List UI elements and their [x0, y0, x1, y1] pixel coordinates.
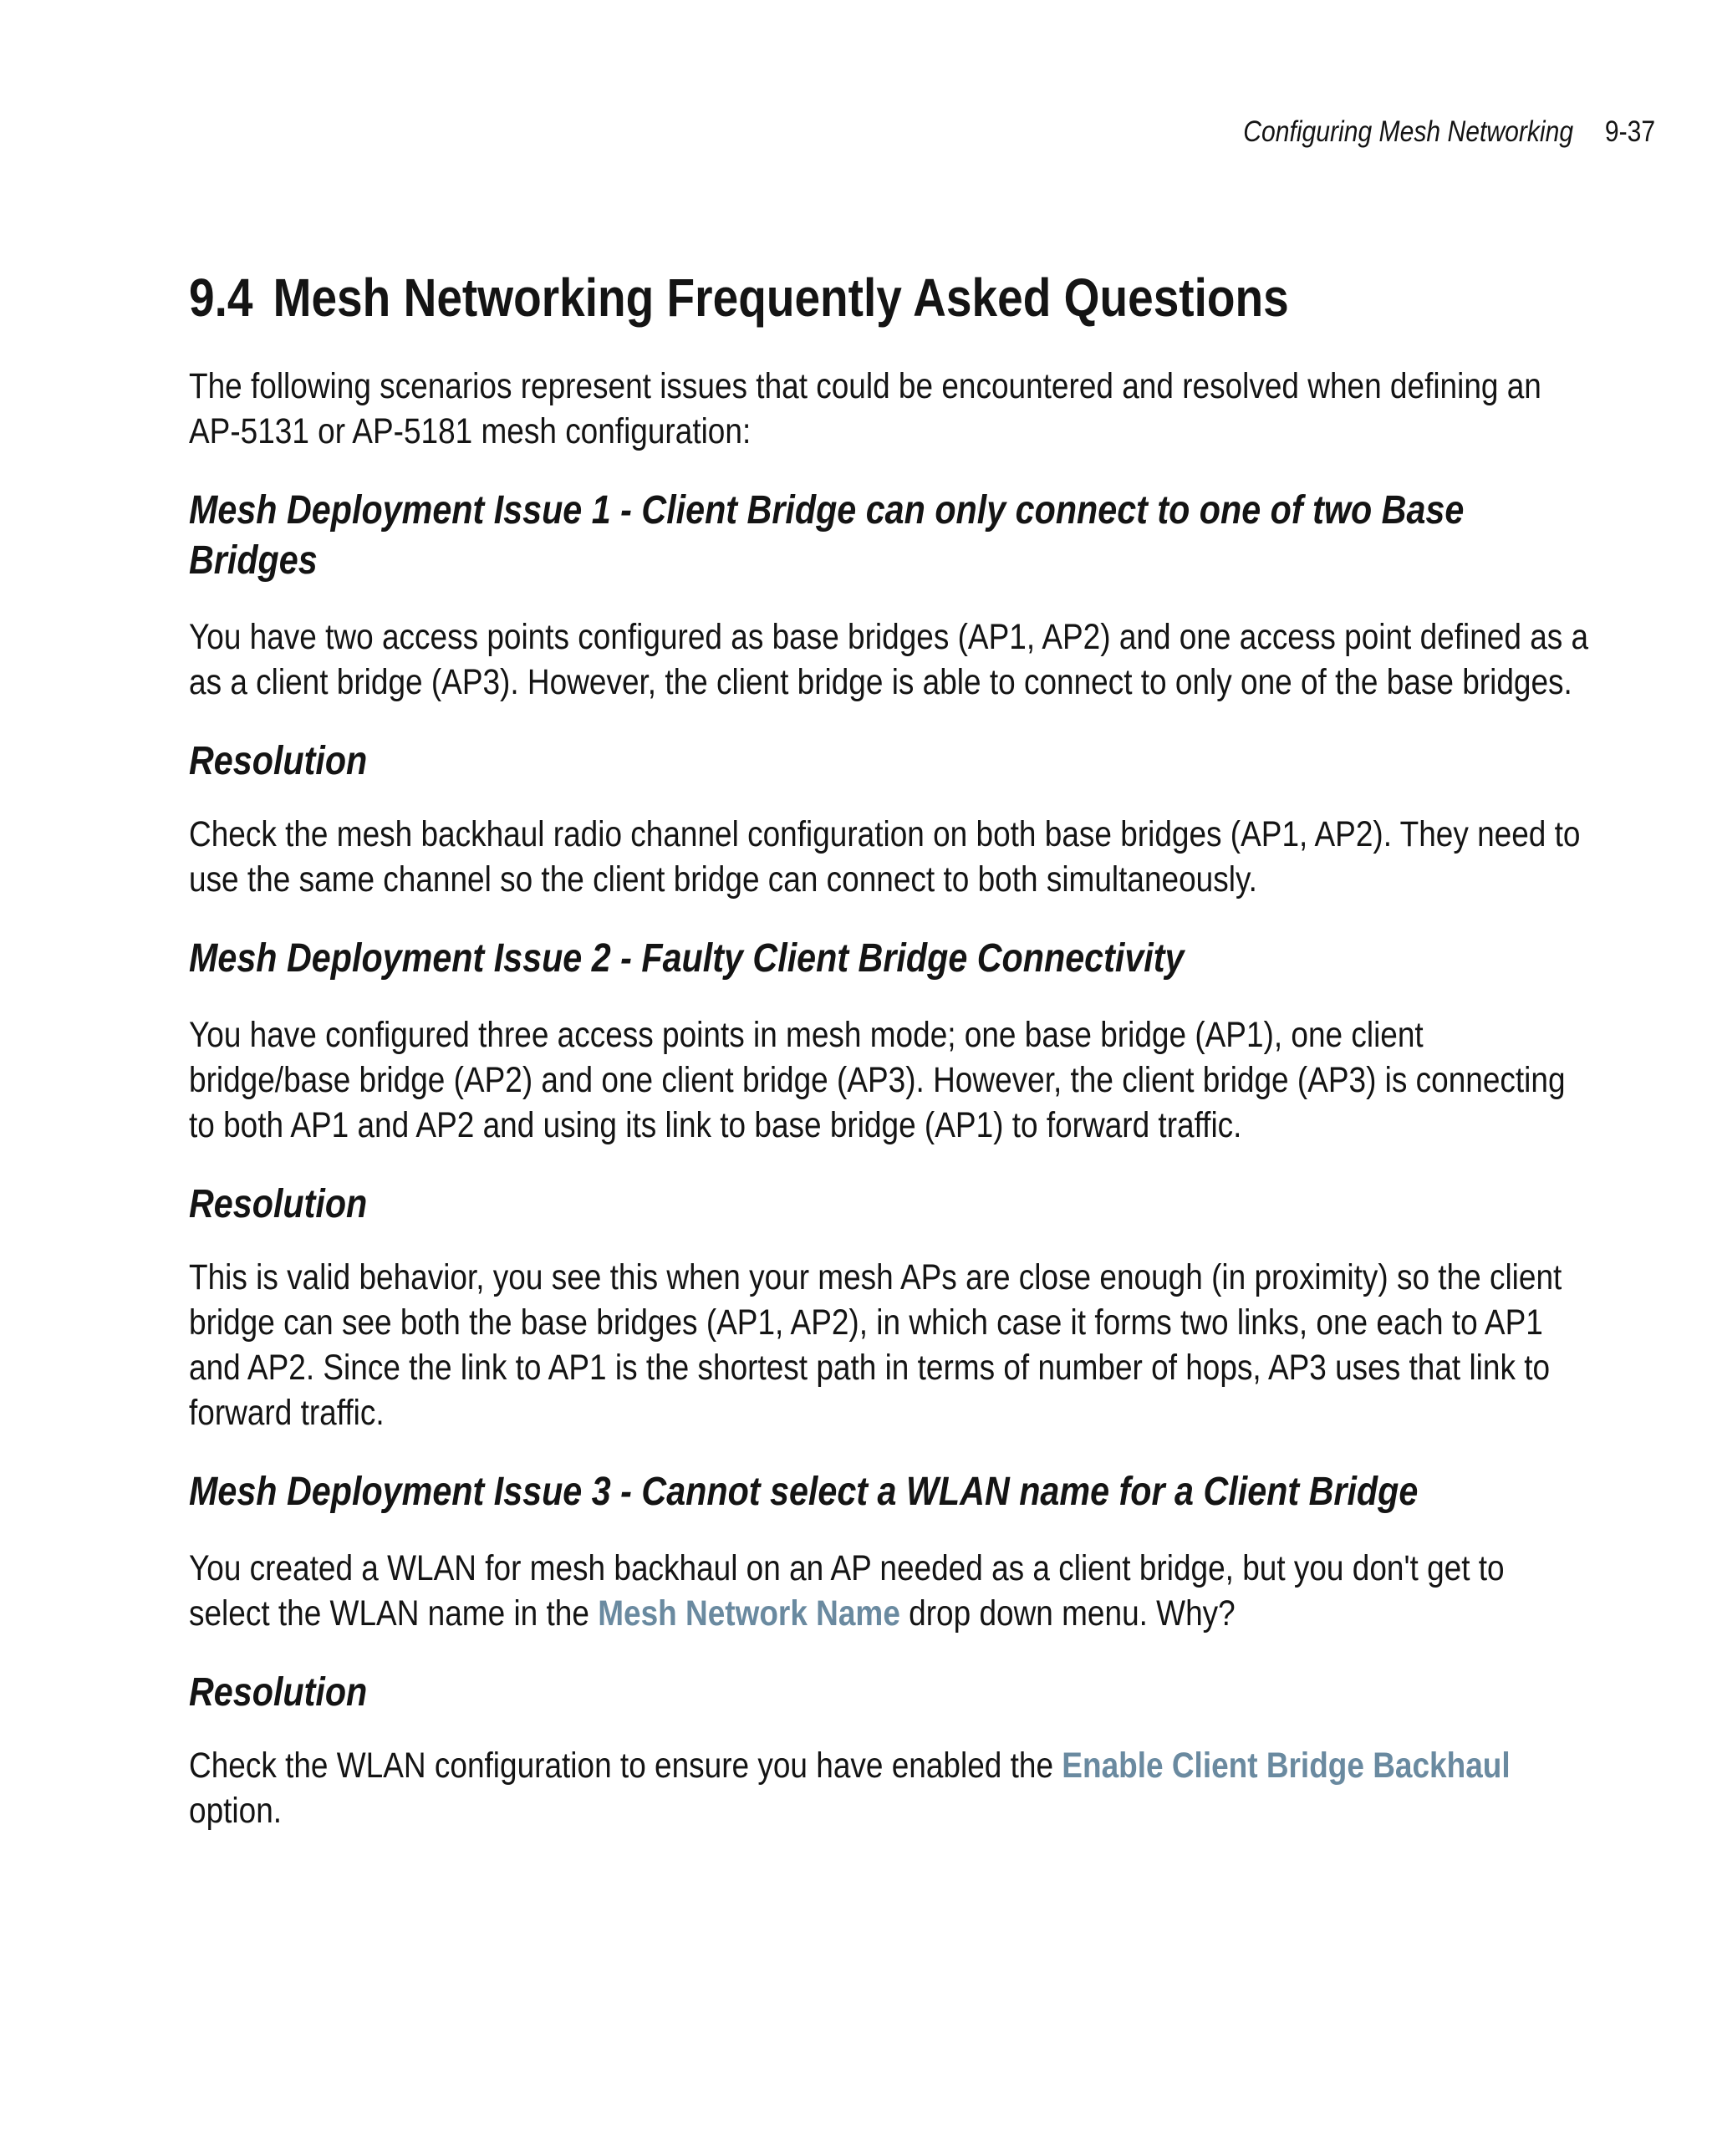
issue-description: You have configured three access points in mesh mode; one base bridge (AP1), one client bridge/base bridge (AP2) and one client bridge (AP3). However, the client bridge (AP3) is connecting to both AP1 and AP2 and using its link to base bridge (AP1) to forward traffic.: [189, 1014, 1566, 1145]
resolution-heading: Resolution: [189, 738, 368, 783]
chapter-title: Configuring Mesh Networking: [1243, 115, 1573, 148]
page-number: 9-37: [1604, 115, 1655, 148]
running-header: [1243, 115, 1655, 149]
section-title-wrap: [189, 266, 1593, 330]
section-title: [189, 266, 1593, 330]
resolution-heading: Resolution: [189, 1669, 368, 1715]
resolution-text-part: Check the WLAN configuration to ensure you have enabled the: [189, 1745, 1062, 1786]
page-content: [189, 266, 1593, 1865]
issue-description: [189, 1546, 1593, 1636]
issue-2: [189, 934, 1593, 1435]
description-text: drop down menu. Why?: [899, 1593, 1236, 1634]
intro-wrap: [189, 364, 1593, 454]
resolution-heading: Resolution: [189, 1181, 368, 1226]
issue-heading: Mesh Deployment Issue 3 - Cannot select a WLAN name for a Client Bridge: [189, 1469, 1419, 1514]
issue-1: [189, 486, 1593, 902]
section-title-text: Mesh Networking Frequently Asked Questions: [273, 268, 1289, 328]
issue-heading: Mesh Deployment Issue 2 - Faulty Client Bridge Connectivity: [189, 935, 1185, 981]
issue-heading: Mesh Deployment Issue 1 - Client Bridge can only connect to one of two Base Bridges: [189, 487, 1465, 583]
intro-paragraph: The following scenarios represent issues that could be encountered and resolved when defining an AP-5131 or AP-5181 mesh configuration:: [189, 365, 1541, 451]
section-number: 9.4: [189, 268, 253, 328]
resolution-text-part: option.: [189, 1790, 283, 1831]
resolution-text: This is valid behavior, you see this when your mesh APs are close enough (in proximity) so the client bridge can see both the base bridges (AP1, AP2), in which case it forms two links, one each to AP1 and AP2. Since the link to AP1 is the shortest path in terms of number of hops, AP3 uses that link to forward traffic.: [189, 1256, 1562, 1433]
issue-3: [189, 1467, 1593, 1833]
ui-term-enable-client-bridge-backhaul: Enable Client Bridge Backhaul: [1062, 1745, 1511, 1786]
issue-description: You have two access points configured as base bridges (AP1, AP2) and one access point defined as a as a client bridge (AP3). However, the client bridge is able to connect to only one of the base bridges.: [189, 616, 1589, 702]
ui-term-mesh-network-name: Mesh Network Name: [598, 1593, 900, 1634]
description-text: You created a WLAN for mesh backhaul on an AP needed as a client bridge, but you don't get to select the WLAN name in the: [189, 1547, 1505, 1634]
resolution-text: [189, 1743, 1593, 1833]
resolution-text: Check the mesh backhaul radio channel configuration on both base bridges (AP1, AP2). They need to use the same channel so the client bridge can connect to both simultaneously.: [189, 813, 1581, 900]
